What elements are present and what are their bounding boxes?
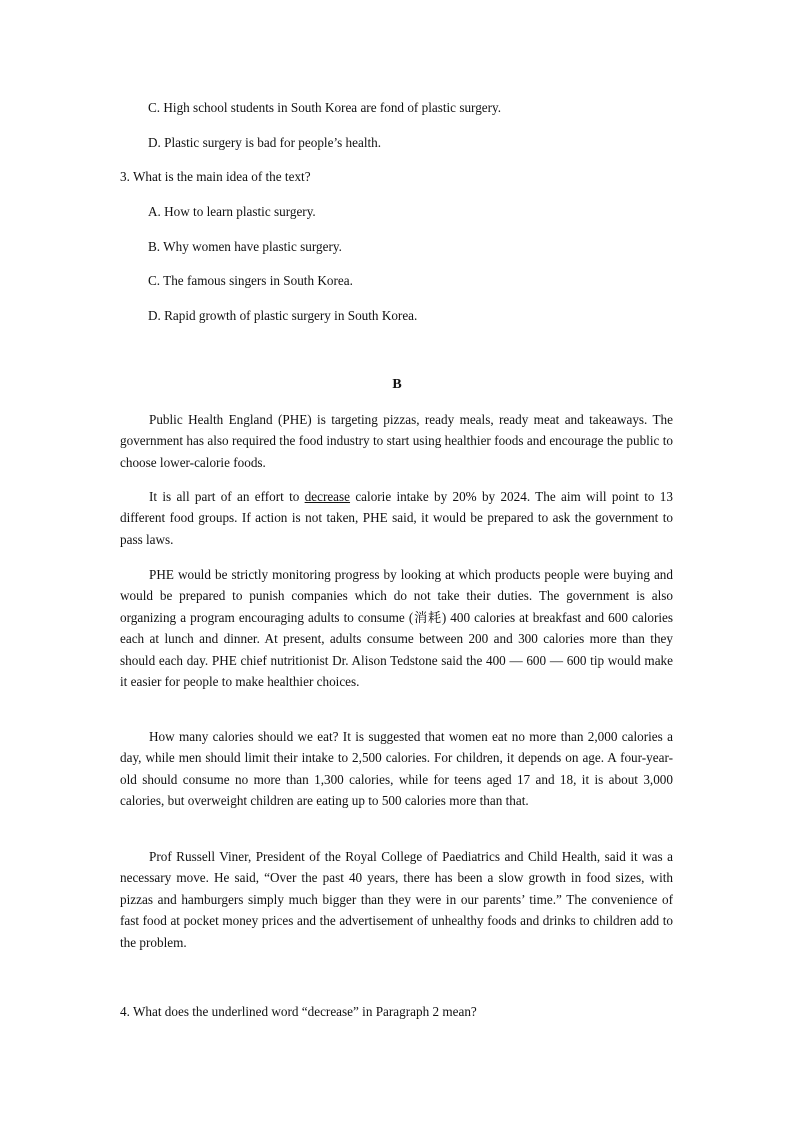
section-b-heading: B (392, 377, 402, 392)
passage-paragraph-2 (120, 486, 673, 550)
q2-option-c: C. High school students in South Korea are fond of plastic surgery. (148, 100, 502, 115)
passage-paragraph-4: How many calories should we eat? It is suggested that women eat no more than 2,000 calories a day, while men should limit their intake to 2,500 calories. For children, it depends on age. A four-year-old should consume no more than 1,300 calories, while for teens aged 17 and 18, it is about 3,000 calories, but overweight children are eating up to 500 calories more than that. (120, 729, 673, 809)
q3-option-a: A. How to learn plastic surgery. (148, 204, 316, 219)
q2-option-d: D. Plastic surgery is bad for people’s health. (148, 135, 382, 150)
q4-stem: 4. What does the underlined word “decrease” in Paragraph 2 mean? (120, 1004, 477, 1019)
q3-stem: 3. What is the main idea of the text? (120, 169, 311, 184)
paragraph-2-text-start: It is all part of an effort to (149, 489, 305, 504)
q3-option-b: B. Why women have plastic surgery. (148, 239, 342, 254)
underlined-word-decrease: decrease (304, 489, 351, 504)
q3-option-d: D. Rapid growth of plastic surgery in South Korea. (148, 308, 418, 323)
passage-paragraph-1: Public Health England (PHE) is targeting pizzas, ready meals, ready meat and takeaways. The government has also required the food industry to start using healthier foods and encourage the public to choose lower-calorie foods. (120, 412, 673, 470)
paragraph-2-text-end: calorie intake by 20% by 2024. The aim will point to 13 different food groups. If action is not taken, PHE said, it would be prepared to ask the government to pass laws. (120, 489, 673, 547)
q3-option-c: C. The famous singers in South Korea. (148, 273, 353, 288)
passage-paragraph-3: PHE would be strictly monitoring progress by looking at which products people were buying and would be prepared to punish companies which do not take their duties. The government is also organizing a program encouraging adults to consume (消耗) 400 calories at breakfast and 600 calories each at lunch and dinner. At present, adults consume between 200 and 300 calories more than they should each day. PHE chief nutritionist Dr. Alison Tedstone said the 400 — 600 — 600 tip would make it easier for people to make healthier choices. (120, 567, 673, 690)
passage-paragraph-5: Prof Russell Viner, President of the Royal College of Paediatrics and Child Health, said it was a necessary move. He said, “Over the past 40 years, there has been a slow growth in food sizes, with pizzas and hamburgers simply much bigger than they were in our parents’ time.” The convenience of fast food at pocket money prices and the advertisement of unhealthy foods and drinks to children add to the problem. (120, 849, 673, 950)
